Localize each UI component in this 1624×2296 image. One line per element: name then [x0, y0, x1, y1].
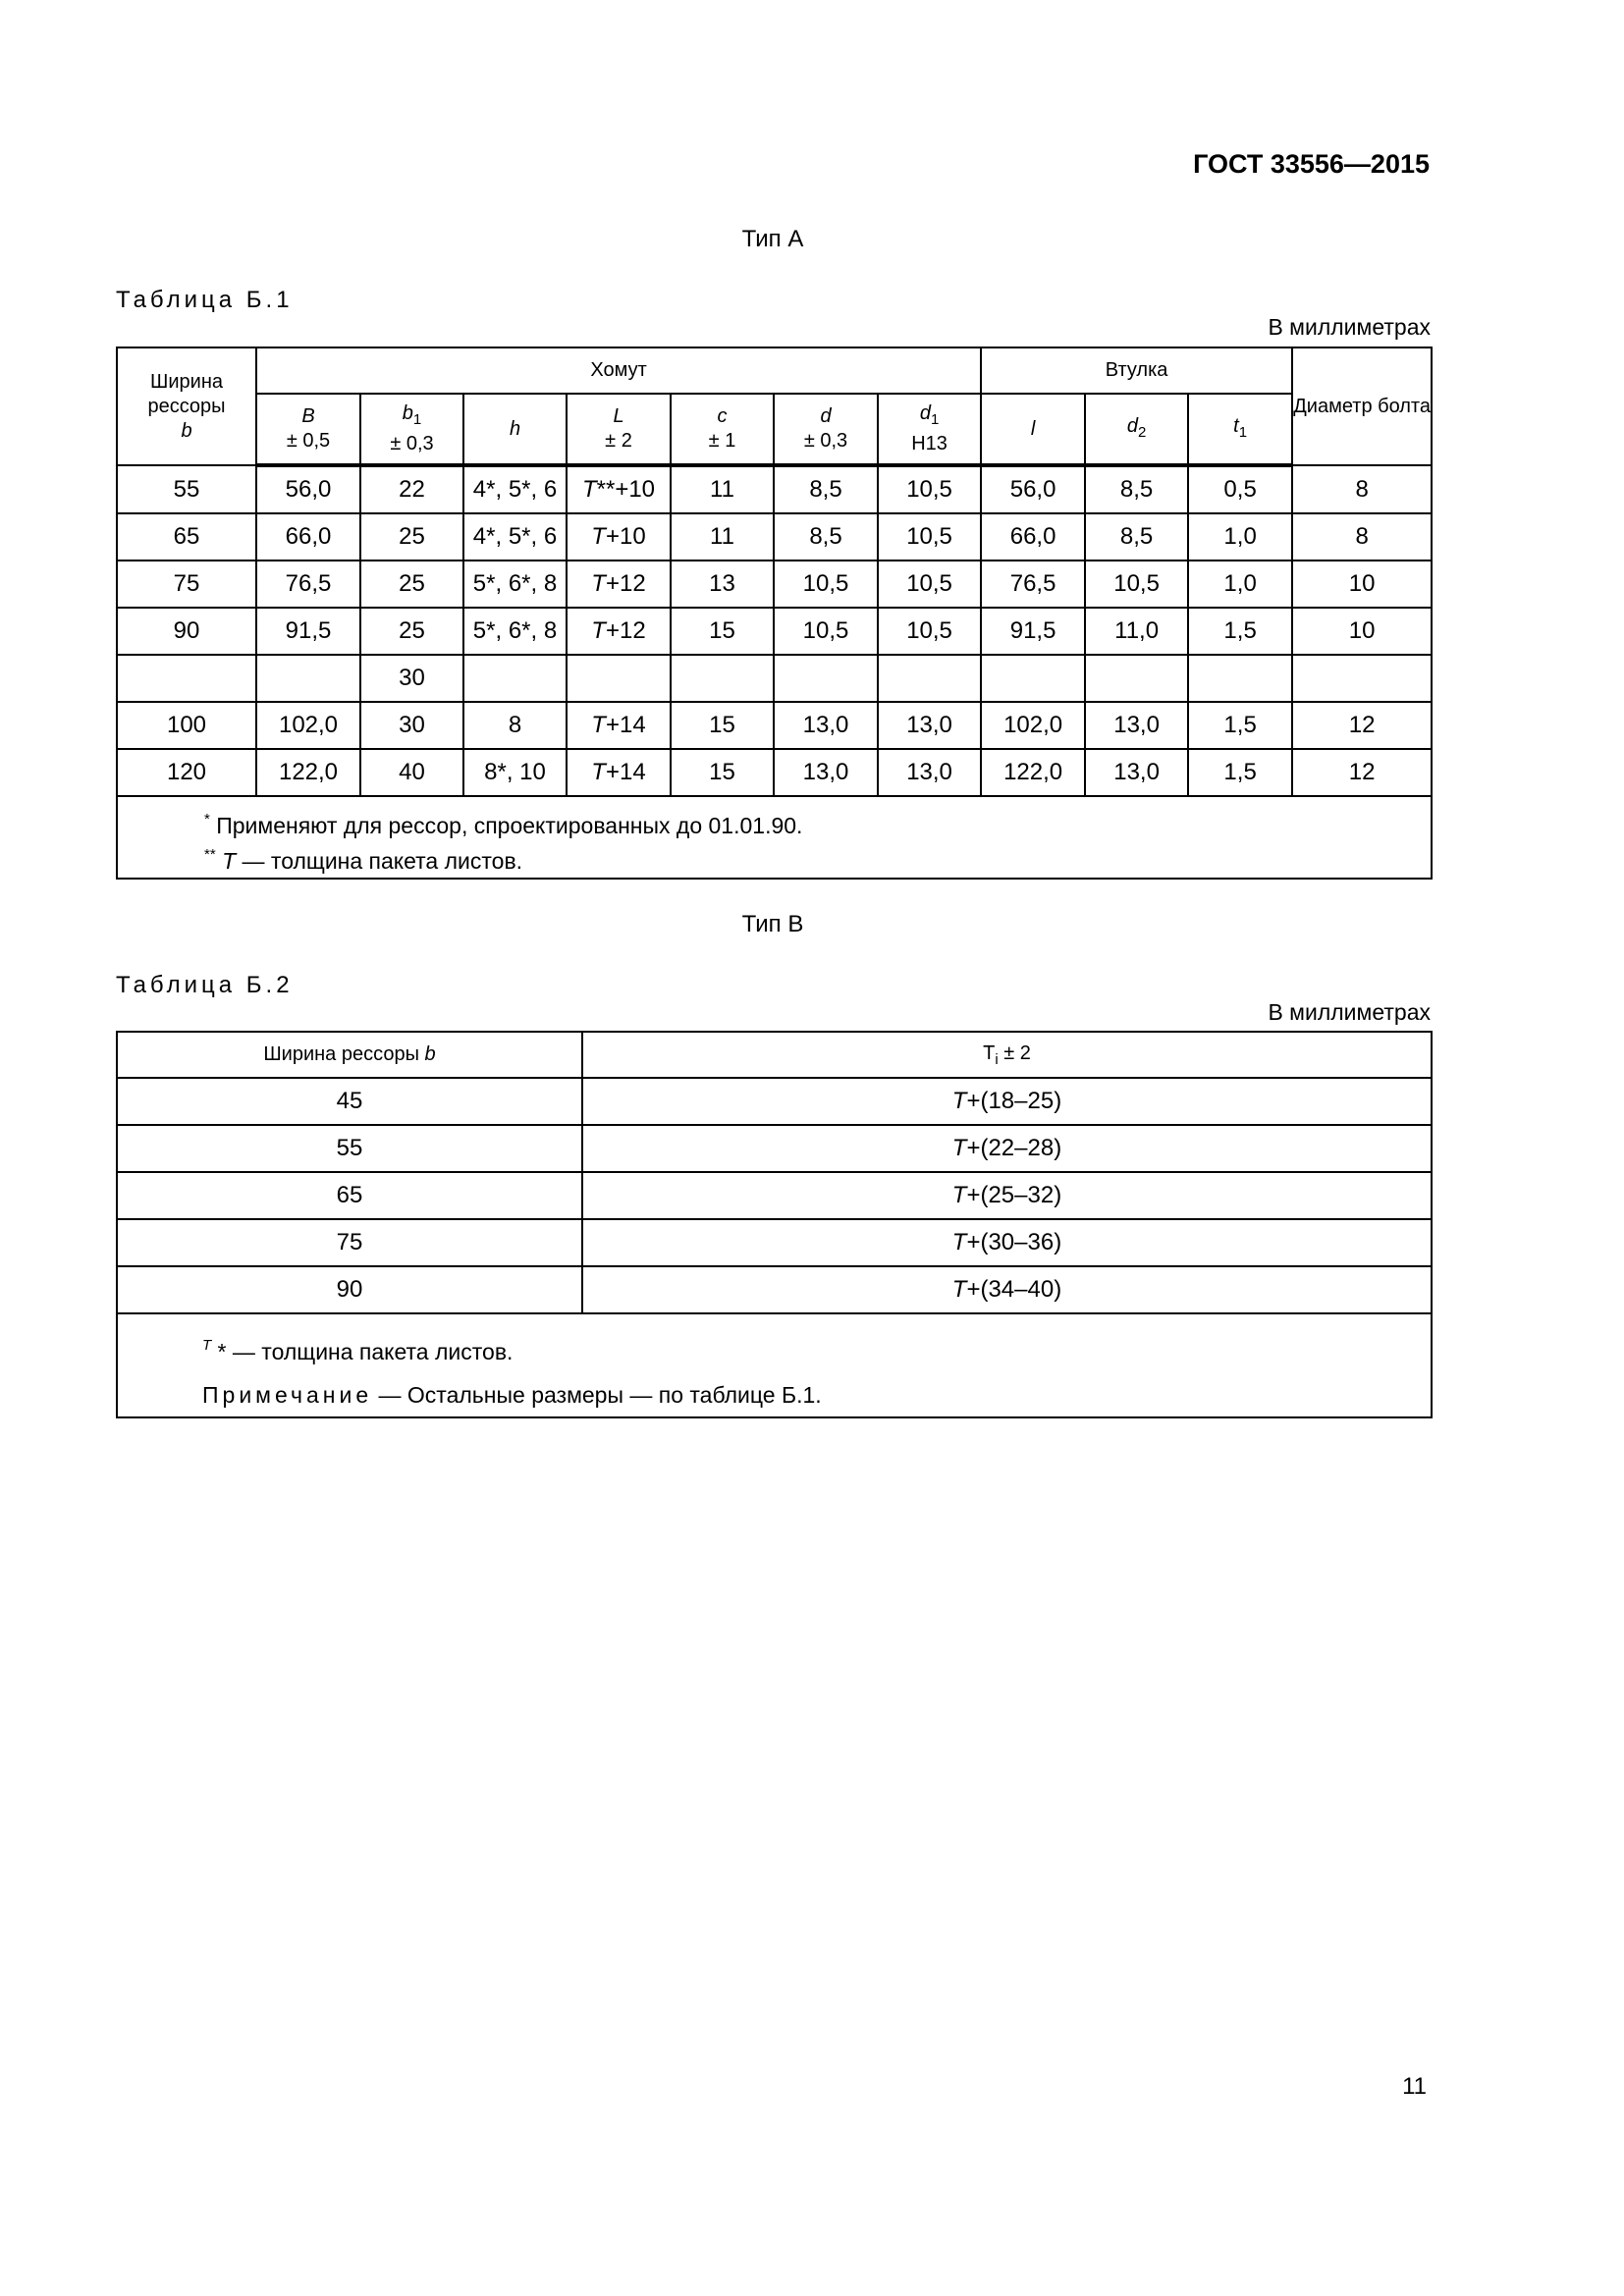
- cell-t1: [1188, 655, 1292, 702]
- header-col-d: d ± 0,3: [774, 394, 878, 465]
- cell-b: 120: [117, 749, 256, 796]
- header-spring-width: Ширина рессоры b: [117, 347, 256, 465]
- cell-ti: T+(25–32): [582, 1172, 1432, 1219]
- cell-L: T+14: [567, 702, 671, 749]
- table-b2-units: В миллиметрах: [1268, 999, 1431, 1025]
- cell-d2: 13,0: [1085, 702, 1188, 749]
- cell-h: 8: [463, 702, 567, 749]
- cell-l: 66,0: [981, 513, 1085, 561]
- cell-b1: 22: [360, 465, 463, 513]
- cell-b1: 25: [360, 513, 463, 561]
- header-bushing-group: Втулка: [981, 347, 1292, 394]
- cell-L: T**+10: [567, 465, 671, 513]
- table-row: [117, 1219, 1432, 1266]
- cell-L: [567, 655, 671, 702]
- cell-d1: [878, 655, 981, 702]
- type-a-title: Тип А: [741, 226, 804, 252]
- cell-b: 75: [117, 561, 256, 608]
- cell-l: 91,5: [981, 608, 1085, 655]
- header-col-d1: $d_1$ H13: [878, 394, 981, 465]
- cell-t1: 1,5: [1188, 749, 1292, 796]
- cell-d1: 13,0: [878, 749, 981, 796]
- table-b2-caption: Таблица Б.2: [116, 972, 294, 998]
- cell-B: [256, 655, 360, 702]
- table-row: [117, 608, 1432, 655]
- cell-ti: T+(34–40): [582, 1266, 1432, 1313]
- cell-b: 45: [117, 1078, 582, 1125]
- cell-t1: 1,5: [1188, 702, 1292, 749]
- cell-b1: 25: [360, 608, 463, 655]
- table-row: [117, 1125, 1432, 1172]
- cell-b: 90: [117, 608, 256, 655]
- cell-d2: 8,5: [1085, 465, 1188, 513]
- cell-l: 102,0: [981, 702, 1085, 749]
- cell-bolt: 10: [1292, 561, 1432, 608]
- cell-c: 15: [671, 608, 774, 655]
- table-b2: [116, 1031, 1433, 1418]
- header-col-b1: $b_1$ ± 0,3: [360, 394, 463, 465]
- table-row: [117, 702, 1432, 749]
- header-clamp-group: Хомут: [256, 347, 981, 394]
- cell-bolt: 12: [1292, 749, 1432, 796]
- cell-h: [463, 655, 567, 702]
- header-col-t1: $t_1$: [1188, 394, 1292, 465]
- cell-d1: 10,5: [878, 561, 981, 608]
- cell-b: 75: [117, 1219, 582, 1266]
- note: Примечание — Остальные размеры — по таблице Б.1.: [202, 1382, 822, 1408]
- cell-l: 122,0: [981, 749, 1085, 796]
- cell-B: 76,5: [256, 561, 360, 608]
- cell-d: 8,5: [774, 513, 878, 561]
- cell-c: [671, 655, 774, 702]
- header-col-c: c ± 1: [671, 394, 774, 465]
- cell-d: 10,5: [774, 608, 878, 655]
- cell-l: 76,5: [981, 561, 1085, 608]
- cell-L: T+12: [567, 561, 671, 608]
- cell-c: 11: [671, 465, 774, 513]
- header-col-h: h: [463, 394, 567, 465]
- cell-ti: T+(18–25): [582, 1078, 1432, 1125]
- cell-b1: 40: [360, 749, 463, 796]
- cell-h: 8*, 10: [463, 749, 567, 796]
- table-b1-footnotes: [117, 796, 1432, 879]
- cell-h: 4*, 5*, 6: [463, 465, 567, 513]
- table-row: [117, 1172, 1432, 1219]
- header-ti: $T_i \pm 2$: [582, 1032, 1432, 1078]
- cell-d2: [1085, 655, 1188, 702]
- cell-L: T+14: [567, 749, 671, 796]
- cell-b: 100: [117, 702, 256, 749]
- cell-b: 55: [117, 1125, 582, 1172]
- table-b1-units: В миллиметрах: [1268, 314, 1431, 340]
- cell-bolt: [1292, 655, 1432, 702]
- cell-c: 13: [671, 561, 774, 608]
- cell-L: T+12: [567, 608, 671, 655]
- type-b-title: Тип В: [741, 911, 804, 937]
- standard-code: ГОСТ 33556—2015: [1193, 149, 1430, 179]
- footnote-1: * Применяют для рессор, спроектированных до 01.01.90.: [204, 811, 803, 838]
- table-b1: [116, 347, 1433, 880]
- cell-B: 66,0: [256, 513, 360, 561]
- cell-b: 65: [117, 1172, 582, 1219]
- cell-t1: 0,5: [1188, 465, 1292, 513]
- cell-d2: 13,0: [1085, 749, 1188, 796]
- cell-b1: 25: [360, 561, 463, 608]
- cell-d: 8,5: [774, 465, 878, 513]
- table-row: [117, 465, 1432, 513]
- cell-d2: 8,5: [1085, 513, 1188, 561]
- cell-bolt: 12: [1292, 702, 1432, 749]
- cell-d: 13,0: [774, 702, 878, 749]
- cell-t1: 1,0: [1188, 513, 1292, 561]
- header-bolt-diameter: Диаметр болта: [1292, 347, 1432, 465]
- cell-d2: 10,5: [1085, 561, 1188, 608]
- cell-ti: T+(22–28): [582, 1125, 1432, 1172]
- table-b1-caption: Таблица Б.1: [116, 287, 294, 313]
- cell-c: 11: [671, 513, 774, 561]
- cell-b: 65: [117, 513, 256, 561]
- cell-h: 4*, 5*, 6: [463, 513, 567, 561]
- table-b2-notes: [117, 1313, 1432, 1417]
- cell-d1: 10,5: [878, 465, 981, 513]
- cell-t1: 1,5: [1188, 608, 1292, 655]
- cell-bolt: 8: [1292, 465, 1432, 513]
- cell-bolt: 8: [1292, 513, 1432, 561]
- header-col-d2: $d_2$: [1085, 394, 1188, 465]
- cell-b: 55: [117, 465, 256, 513]
- cell-c: 15: [671, 749, 774, 796]
- footnote-t: $^T$ * — толщина пакета листов.: [202, 1337, 514, 1364]
- cell-L: T+10: [567, 513, 671, 561]
- table-row: [117, 1266, 1432, 1313]
- page-number: 11: [1402, 2073, 1427, 2100]
- cell-d2: 11,0: [1085, 608, 1188, 655]
- cell-d: 13,0: [774, 749, 878, 796]
- table-row: [117, 513, 1432, 561]
- cell-b: [117, 655, 256, 702]
- table-row: [117, 655, 1432, 702]
- cell-d1: 10,5: [878, 608, 981, 655]
- cell-b1: 30: [360, 702, 463, 749]
- cell-bolt: 10: [1292, 608, 1432, 655]
- cell-h: 5*, 6*, 8: [463, 608, 567, 655]
- cell-b: 90: [117, 1266, 582, 1313]
- cell-d: 10,5: [774, 561, 878, 608]
- cell-d1: 13,0: [878, 702, 981, 749]
- cell-c: 15: [671, 702, 774, 749]
- cell-b1: 30: [360, 655, 463, 702]
- cell-l: 56,0: [981, 465, 1085, 513]
- footnote-2: ** T — толщина пакета листов.: [204, 846, 523, 874]
- cell-ti: T+(30–36): [582, 1219, 1432, 1266]
- cell-h: 5*, 6*, 8: [463, 561, 567, 608]
- cell-B: 122,0: [256, 749, 360, 796]
- table-row: [117, 1078, 1432, 1125]
- cell-d1: 10,5: [878, 513, 981, 561]
- cell-B: 91,5: [256, 608, 360, 655]
- cell-t1: 1,0: [1188, 561, 1292, 608]
- cell-B: 102,0: [256, 702, 360, 749]
- cell-l: [981, 655, 1085, 702]
- header-col-B: B ± 0,5: [256, 394, 360, 465]
- header-spring-width-b2: Ширина рессоры b: [117, 1032, 582, 1078]
- cell-B: 56,0: [256, 465, 360, 513]
- table-row: [117, 749, 1432, 796]
- header-col-l: l: [981, 394, 1085, 465]
- table-row: [117, 561, 1432, 608]
- header-col-L: L ± 2: [567, 394, 671, 465]
- cell-d: [774, 655, 878, 702]
